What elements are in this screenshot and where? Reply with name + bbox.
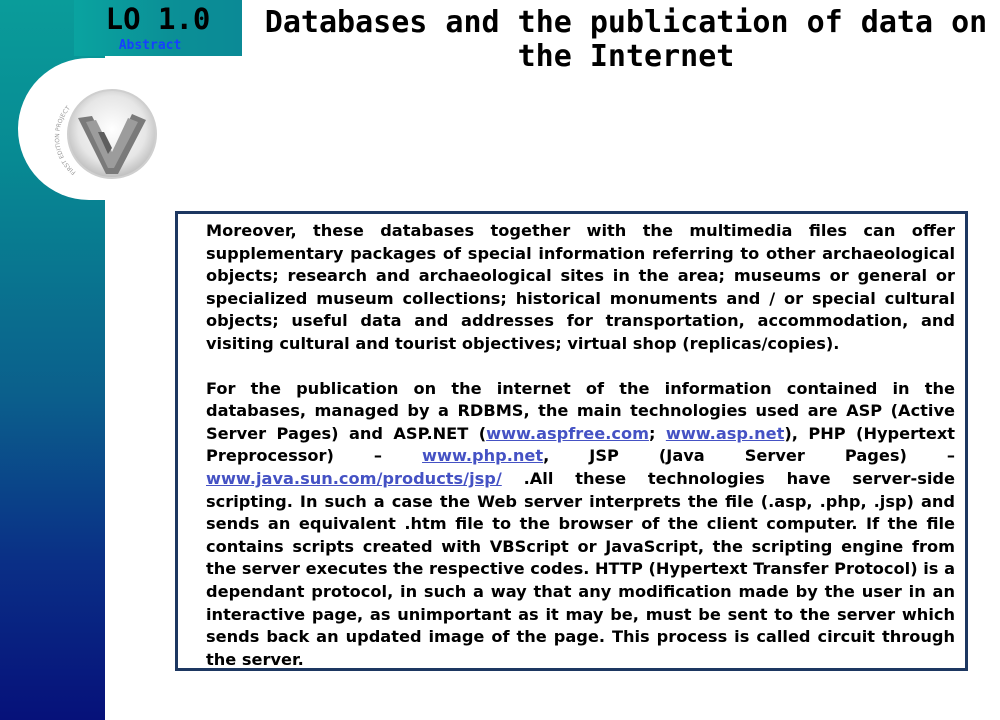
content-box — [175, 211, 968, 671]
p2-text-5: .All these technologies have server-side scripting. In such a case the Web server interprets the file (.asp, .php, .jsp) and sends an equivalent .htm file to the browser of the client computer. If the file contains scripts created with VBScript or JavaScript, the scripting engine from the server executes the respective codes. HTTP (Hypertext Transfer Protocol) is a dependant protocol, in such a way that any modification made by the user in an interactive page, as unimportant as it may be, must be sent to the server which sends back an updated image of the page. This process is called circuit through the server. — [206, 468, 955, 669]
lo-badge — [74, 0, 242, 56]
php-link[interactable]: www.php.net — [422, 446, 544, 466]
lo-sublabel: Abstract — [118, 38, 182, 53]
aspnet-link[interactable]: www.asp.net — [665, 423, 785, 443]
page-title: Databases and the publication of data on the Internet — [264, 5, 988, 74]
lo-label: LO 1.0 — [105, 2, 211, 36]
logo-arc-text: FIRST EDITION PROJECT — [54, 104, 78, 176]
paragraph-1: Moreover, these databases together with the multimedia files can offer supplementary packages of special information referring to other archaeological objects; research and archaeological sites in the area; museums or general or specialized museum collections; historical monuments and / or special cultural objects; useful data and addresses for transportation, accommodation, and visiting cultural and tourist objectives; virtual shop (replicas/copies). — [206, 221, 955, 353]
p2-text-2: ; — [648, 423, 666, 443]
p2-text-4: , JSP (Java Server Pages) – — [543, 446, 956, 466]
project-logo-icon — [48, 76, 168, 196]
java-jsp-link[interactable]: www.java.sun.com/products/jsp/ — [206, 468, 502, 488]
paragraph-2 — [206, 378, 955, 672]
p2-text-1: For the publication on the internet of the information contained in the databases, managed by a RDBMS, the main technologies used are ASP (Active Server Pages) and ASP.NET ( — [206, 378, 955, 443]
p2-text-3: ), PHP (Hypertext Preprocessor) – — [206, 423, 955, 466]
aspfree-link[interactable]: www.aspfree.com — [486, 423, 649, 443]
